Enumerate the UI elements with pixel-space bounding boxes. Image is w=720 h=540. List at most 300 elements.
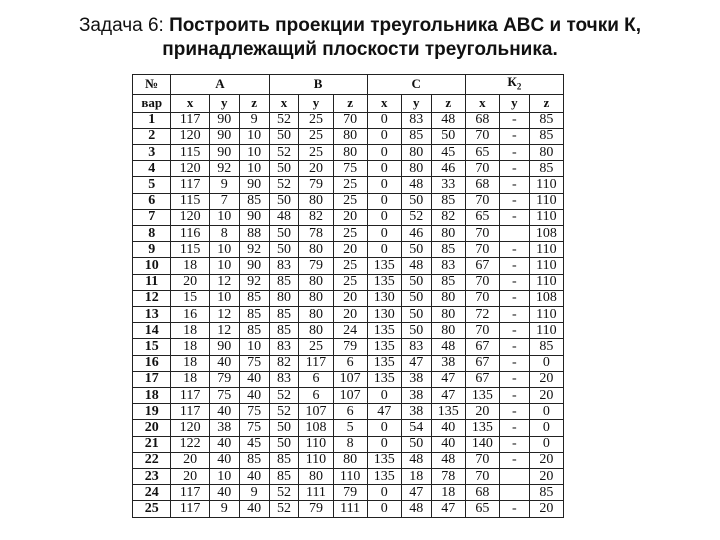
coordinate-cell: 85 [529, 161, 563, 177]
coordinate-cell: 46 [431, 161, 465, 177]
coordinate-cell: 120 [171, 161, 209, 177]
variant-number-cell: 2 [133, 128, 171, 144]
header-coord: x [465, 94, 499, 112]
coordinate-cell: 85 [529, 128, 563, 144]
coordinate-cell: 0 [367, 485, 401, 501]
table-row [133, 485, 564, 501]
table-row [133, 290, 564, 306]
header-k-label: К [507, 74, 517, 89]
coordinate-cell: 25 [299, 339, 333, 355]
coordinate-cell: 40 [209, 485, 239, 501]
coordinate-cell: 115 [171, 145, 209, 161]
coordinate-cell: 120 [171, 209, 209, 225]
table-row [133, 436, 564, 452]
header-k-sub: 2 [516, 81, 522, 92]
coordinate-cell: 9 [239, 112, 269, 128]
header-coord: x [171, 94, 209, 112]
coordinate-cell: 85 [431, 242, 465, 258]
coordinate-cell: - [499, 177, 529, 193]
coordinate-cell: 135 [465, 388, 499, 404]
coordinate-cell: 10 [239, 145, 269, 161]
header-group-b: B [269, 75, 367, 95]
coordinate-cell: 92 [239, 274, 269, 290]
coordinate-cell: 0 [367, 388, 401, 404]
coordinate-cell: 117 [171, 404, 209, 420]
coordinate-cell: 67 [465, 355, 499, 371]
coordinate-cell: 78 [431, 469, 465, 485]
coordinate-cell: 110 [529, 193, 563, 209]
coordinate-cell: 40 [431, 436, 465, 452]
header-coord: x [367, 94, 401, 112]
coordinate-cell: 80 [299, 323, 333, 339]
coordinate-cell: 83 [431, 258, 465, 274]
coordinate-cell: 85 [431, 193, 465, 209]
coordinate-cell: 52 [269, 112, 299, 128]
coordinate-cell: 85 [269, 452, 299, 468]
coordinate-cell: 52 [269, 145, 299, 161]
coordinate-cell: 79 [299, 501, 333, 518]
header-coord: x [269, 94, 299, 112]
coordinate-cell: 40 [431, 420, 465, 436]
table-body [133, 112, 564, 517]
coordinate-cell: - [499, 193, 529, 209]
coordinate-cell: - [499, 436, 529, 452]
coordinate-cell: 45 [431, 145, 465, 161]
coordinate-cell: 116 [171, 226, 209, 242]
coordinate-cell: 79 [333, 485, 367, 501]
coordinate-cell: 0 [367, 436, 401, 452]
coordinate-cell: - [499, 501, 529, 518]
coordinate-cell: 135 [367, 274, 401, 290]
coordinate-cell: 12 [209, 323, 239, 339]
coordinate-cell: 47 [401, 355, 431, 371]
coordinate-cell: 85 [401, 128, 431, 144]
coordinate-cell: 85 [239, 307, 269, 323]
coordinate-cell: - [499, 209, 529, 225]
header-row-coords [133, 94, 564, 112]
coordinate-cell: - [499, 388, 529, 404]
table-row [133, 161, 564, 177]
coordinate-cell: - [499, 242, 529, 258]
coordinate-cell: 52 [269, 485, 299, 501]
table-row [133, 420, 564, 436]
variant-number-cell: 3 [133, 145, 171, 161]
coordinate-cell: 85 [529, 485, 563, 501]
coordinate-cell: 25 [333, 274, 367, 290]
coordinate-cell: 50 [401, 274, 431, 290]
coordinate-cell: 48 [431, 452, 465, 468]
coordinate-cell: 10 [239, 161, 269, 177]
coordinate-cell: 90 [209, 145, 239, 161]
coordinate-cell: 79 [299, 258, 333, 274]
table-row [133, 193, 564, 209]
table-row [133, 452, 564, 468]
coordinate-cell: 85 [239, 290, 269, 306]
coordinate-cell: - [499, 404, 529, 420]
coordinate-cell: 0 [367, 128, 401, 144]
coordinate-cell: 48 [401, 501, 431, 518]
coordinate-cell: 80 [299, 290, 333, 306]
coordinate-cell: - [499, 339, 529, 355]
coordinate-cell: - [499, 161, 529, 177]
coordinate-cell: 65 [465, 145, 499, 161]
coordinate-cell: 40 [239, 469, 269, 485]
header-group-k [465, 75, 563, 95]
coordinate-cell: 70 [465, 226, 499, 242]
coordinate-cell: - [499, 355, 529, 371]
coordinate-cell: 18 [171, 339, 209, 355]
variant-number-cell: 5 [133, 177, 171, 193]
coordinate-cell: 50 [269, 420, 299, 436]
coordinate-cell: 90 [239, 177, 269, 193]
table-row [133, 339, 564, 355]
coordinate-cell: 10 [209, 258, 239, 274]
header-group-c: C [367, 75, 465, 95]
coordinate-cell: 68 [465, 485, 499, 501]
variant-number-cell: 9 [133, 242, 171, 258]
coordinate-cell: 47 [401, 485, 431, 501]
coordinate-cell: 50 [269, 436, 299, 452]
coordinate-cell: 92 [209, 161, 239, 177]
variant-number-cell: 15 [133, 339, 171, 355]
table-row [133, 355, 564, 371]
coordinate-cell: 80 [299, 242, 333, 258]
coordinate-cell: 90 [209, 128, 239, 144]
coordinate-cell: 85 [239, 193, 269, 209]
coordinate-cell: 130 [367, 290, 401, 306]
coordinate-cell: 110 [529, 209, 563, 225]
coordinate-cell: 16 [171, 307, 209, 323]
coordinate-cell: 0 [367, 420, 401, 436]
coordinate-cell: 20 [529, 469, 563, 485]
coordinate-cell: 20 [171, 469, 209, 485]
coordinate-cell: 90 [209, 339, 239, 355]
coordinate-cell: 25 [333, 193, 367, 209]
coordinate-cell: 20 [529, 452, 563, 468]
coordinate-cell: 75 [333, 161, 367, 177]
coordinate-cell: 24 [333, 323, 367, 339]
table-row [133, 128, 564, 144]
coordinate-cell: 135 [367, 323, 401, 339]
coordinate-cell: 18 [171, 258, 209, 274]
coordinate-cell: 38 [401, 404, 431, 420]
coordinate-cell: 115 [171, 193, 209, 209]
coordinate-cell: 0 [367, 209, 401, 225]
coordinate-cell: 107 [333, 388, 367, 404]
header-coord: y [401, 94, 431, 112]
coordinate-cell: 20 [465, 404, 499, 420]
coordinate-cell: 80 [299, 307, 333, 323]
coordinate-cell: 25 [299, 112, 333, 128]
coordinate-cell: 135 [431, 404, 465, 420]
coordinate-cell: 50 [269, 193, 299, 209]
coordinate-cell: 117 [171, 112, 209, 128]
coordinate-cell: 110 [529, 307, 563, 323]
title-prefix: Задача 6: [78, 15, 170, 36]
coordinate-cell: 70 [465, 242, 499, 258]
coordinate-cell: 130 [367, 307, 401, 323]
coordinate-cell: 12 [209, 274, 239, 290]
table-row [133, 323, 564, 339]
coordinate-cell: 67 [465, 258, 499, 274]
coordinate-cell: 110 [529, 323, 563, 339]
title-text-2: принадлежащий плоскости треугольника. [162, 39, 558, 60]
coordinate-cell: 25 [333, 258, 367, 274]
coordinate-cell: 80 [269, 290, 299, 306]
table-row [133, 145, 564, 161]
coordinate-cell: 20 [171, 452, 209, 468]
coordinate-cell: 6 [333, 355, 367, 371]
coordinate-cell: 50 [401, 290, 431, 306]
coordinate-cell: 50 [401, 436, 431, 452]
coordinate-cell: 82 [269, 355, 299, 371]
coordinate-cell: 15 [171, 290, 209, 306]
coordinate-cell: 68 [465, 112, 499, 128]
coordinate-cell: 70 [465, 323, 499, 339]
coordinate-cell: 88 [239, 226, 269, 242]
coordinate-cell: 8 [333, 436, 367, 452]
coordinate-cell: 108 [529, 290, 563, 306]
coordinate-cell: - [499, 274, 529, 290]
header-num-top: № [133, 75, 171, 95]
coordinate-cell: 52 [269, 501, 299, 518]
coordinate-cell: 20 [333, 307, 367, 323]
variant-number-cell: 17 [133, 371, 171, 387]
variant-number-cell: 21 [133, 436, 171, 452]
header-coord: y [499, 94, 529, 112]
coordinate-cell: 75 [239, 404, 269, 420]
coordinate-cell: 83 [269, 339, 299, 355]
coordinate-cell: 38 [209, 420, 239, 436]
coordinate-cell: 80 [431, 290, 465, 306]
coordinate-cell: 50 [401, 242, 431, 258]
coordinate-cell: 67 [465, 371, 499, 387]
coordinate-cell: 111 [299, 485, 333, 501]
coordinate-cell: 20 [333, 242, 367, 258]
coordinate-cell: 10 [209, 242, 239, 258]
coordinate-cell: - [499, 145, 529, 161]
coordinate-cell: 80 [529, 145, 563, 161]
coordinate-cell: 33 [431, 177, 465, 193]
coordinate-cell: 78 [299, 226, 333, 242]
variant-number-cell: 14 [133, 323, 171, 339]
coordinate-cell: 6 [299, 371, 333, 387]
coordinate-cell: 79 [299, 177, 333, 193]
coordinate-cell: 110 [529, 258, 563, 274]
coordinate-cell: 0 [367, 161, 401, 177]
coordinate-cell: 47 [431, 388, 465, 404]
coordinate-cell: 115 [171, 242, 209, 258]
coordinate-cell: 48 [431, 339, 465, 355]
coordinate-cell: 54 [401, 420, 431, 436]
variant-number-cell: 10 [133, 258, 171, 274]
coordinate-cell [499, 226, 529, 242]
table-row [133, 404, 564, 420]
coordinate-cell: 80 [401, 161, 431, 177]
table-row [133, 469, 564, 485]
coordinate-cell: 47 [367, 404, 401, 420]
coordinate-cell: 117 [171, 388, 209, 404]
coordinate-cell: 10 [209, 209, 239, 225]
coordinate-cell: 80 [431, 226, 465, 242]
title-line-1 [0, 14, 720, 38]
coordinate-cell: 25 [299, 145, 333, 161]
coordinate-cell: 9 [209, 501, 239, 518]
coordinate-cell: 10 [239, 339, 269, 355]
coordinate-cell: - [499, 420, 529, 436]
coordinate-cell: 0 [529, 404, 563, 420]
coordinate-cell: 9 [209, 177, 239, 193]
coordinate-cell: 80 [431, 323, 465, 339]
coordinate-cell: 18 [171, 371, 209, 387]
table-row [133, 501, 564, 518]
coordinate-cell: 75 [209, 388, 239, 404]
table-row [133, 258, 564, 274]
coordinate-cell [499, 469, 529, 485]
coordinate-cell: 90 [239, 258, 269, 274]
coordinate-cell: 135 [465, 420, 499, 436]
coordinate-cell: 110 [299, 436, 333, 452]
coordinate-cell: 50 [401, 307, 431, 323]
coordinate-cell: 5 [333, 420, 367, 436]
coordinate-cell: 135 [367, 355, 401, 371]
coordinate-cell: 80 [333, 452, 367, 468]
table-row [133, 242, 564, 258]
header-coord: z [431, 94, 465, 112]
variant-number-cell: 25 [133, 501, 171, 518]
coordinate-cell: 85 [431, 274, 465, 290]
header-row-groups [133, 75, 564, 95]
coordinate-cell: - [499, 112, 529, 128]
coordinate-cell: 45 [239, 436, 269, 452]
coordinate-cell: 92 [239, 242, 269, 258]
coordinate-cell: 65 [465, 501, 499, 518]
coordinate-cell: 52 [269, 404, 299, 420]
coordinate-cell: 135 [367, 339, 401, 355]
coordinate-cell: 83 [269, 258, 299, 274]
coordinate-cell: - [499, 307, 529, 323]
coordinate-cell: 140 [465, 436, 499, 452]
coordinate-cell: - [499, 323, 529, 339]
coordinate-cell: 0 [367, 242, 401, 258]
variant-number-cell: 6 [133, 193, 171, 209]
coordinate-cell: 0 [529, 420, 563, 436]
coordinate-cell: 18 [431, 485, 465, 501]
coordinate-cell: 20 [333, 209, 367, 225]
coordinate-cell: 40 [209, 452, 239, 468]
title-line-2 [0, 38, 720, 62]
coordinate-cell: 70 [465, 469, 499, 485]
coordinate-cell: 108 [529, 226, 563, 242]
coordinate-cell: - [499, 371, 529, 387]
coordinate-cell: 80 [299, 274, 333, 290]
coordinate-cell: 85 [269, 274, 299, 290]
coordinate-cell: 20 [529, 388, 563, 404]
coordinate-cell: 83 [401, 112, 431, 128]
coordinate-cell: 25 [299, 128, 333, 144]
coordinate-cell: 110 [333, 469, 367, 485]
coordinate-cell: 7 [209, 193, 239, 209]
coordinate-cell: 0 [367, 193, 401, 209]
coordinate-cell: 117 [299, 355, 333, 371]
variant-number-cell: 24 [133, 485, 171, 501]
coordinate-cell: 40 [239, 371, 269, 387]
coordinate-cell: 107 [333, 371, 367, 387]
coordinate-cell: 108 [299, 420, 333, 436]
coordinate-cell: 120 [171, 420, 209, 436]
coordinate-cell: 82 [299, 209, 333, 225]
variants-sheet [132, 74, 564, 518]
coordinate-cell: 70 [333, 112, 367, 128]
coordinate-cell: 0 [367, 145, 401, 161]
coordinate-cell: 110 [529, 177, 563, 193]
coordinate-cell: 0 [367, 112, 401, 128]
coordinate-cell: 46 [401, 226, 431, 242]
coordinate-cell: 107 [299, 404, 333, 420]
coordinate-cell: 50 [401, 323, 431, 339]
coordinate-cell: 20 [333, 290, 367, 306]
table-row [133, 177, 564, 193]
coordinate-cell: 50 [269, 226, 299, 242]
coordinate-cell: 72 [465, 307, 499, 323]
variant-number-cell: 13 [133, 307, 171, 323]
coordinate-cell: 48 [269, 209, 299, 225]
coordinate-cell: 65 [465, 209, 499, 225]
variant-number-cell: 22 [133, 452, 171, 468]
coordinate-cell: 52 [269, 388, 299, 404]
coordinate-cell: 135 [367, 258, 401, 274]
title-text-1: Построить проекции треугольника ABC и точки К, [169, 15, 642, 36]
coordinate-cell: 79 [333, 339, 367, 355]
variants-table [132, 74, 564, 518]
header-coord: y [209, 94, 239, 112]
coordinate-cell: 70 [465, 193, 499, 209]
table-row [133, 274, 564, 290]
variant-number-cell: 16 [133, 355, 171, 371]
variant-number-cell: 1 [133, 112, 171, 128]
coordinate-cell: 67 [465, 339, 499, 355]
coordinate-cell: 80 [299, 469, 333, 485]
coordinate-cell: 80 [333, 145, 367, 161]
coordinate-cell: 10 [239, 128, 269, 144]
coordinate-cell: 0 [367, 501, 401, 518]
coordinate-cell: 47 [431, 371, 465, 387]
header-coord: z [529, 94, 563, 112]
coordinate-cell: 80 [431, 307, 465, 323]
coordinate-cell: 50 [269, 128, 299, 144]
coordinate-cell: 40 [239, 388, 269, 404]
coordinate-cell: 117 [171, 485, 209, 501]
coordinate-cell: 47 [431, 501, 465, 518]
coordinate-cell: 0 [529, 436, 563, 452]
header-coord: z [239, 94, 269, 112]
coordinate-cell: 25 [333, 177, 367, 193]
coordinate-cell: - [499, 290, 529, 306]
variant-number-cell: 23 [133, 469, 171, 485]
coordinate-cell: 110 [299, 452, 333, 468]
coordinate-cell: 38 [401, 388, 431, 404]
table-row [133, 112, 564, 128]
coordinate-cell: 83 [401, 339, 431, 355]
coordinate-cell: 0 [367, 226, 401, 242]
variant-number-cell: 20 [133, 420, 171, 436]
coordinate-cell: 18 [171, 323, 209, 339]
coordinate-cell: 82 [431, 209, 465, 225]
coordinate-cell: 6 [299, 388, 333, 404]
variant-number-cell: 7 [133, 209, 171, 225]
coordinate-cell: 80 [401, 145, 431, 161]
coordinate-cell: 48 [401, 258, 431, 274]
